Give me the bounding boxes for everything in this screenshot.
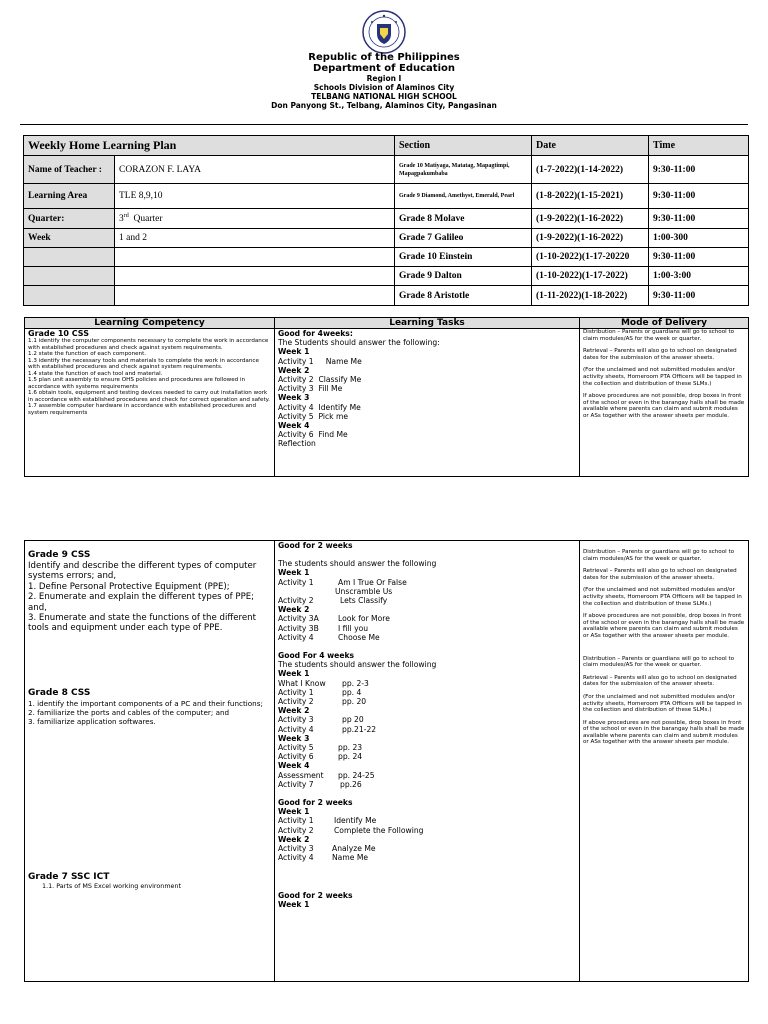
activity-line (278, 412, 576, 421)
activity-name: Activity 1 (278, 816, 314, 826)
plan-row (24, 156, 749, 184)
row-section: Grade 8 Aristotle (395, 286, 532, 306)
plan-row (24, 248, 749, 267)
header-divider (20, 124, 748, 125)
activity-title: Pick me (318, 411, 349, 421)
tasks-instruction: The students should answer the following (278, 559, 437, 569)
week-label: Week 2 (278, 706, 310, 716)
plan-row (24, 209, 749, 229)
row-section: Grade 10 Matiyaga, Matatag, Mapagtimpi, Mapagpakumbaba (395, 156, 532, 184)
row-label: Week (24, 229, 115, 248)
tasks-instruction: The Students should answer the following: (278, 338, 440, 348)
week-label: Week 2 (278, 605, 310, 615)
row-time: 1:00-3:00 (649, 267, 749, 286)
activity-line (278, 614, 576, 623)
activity-title: Complete the Following (334, 825, 424, 835)
grades-9-8-7-matrix-table (24, 540, 749, 982)
activity-title: Analyze Me (332, 844, 376, 854)
row-label (24, 286, 115, 306)
tasks-duration: Good for 4weeks: (278, 329, 353, 338)
activity-title: pp. 23 (338, 743, 363, 753)
row-date: (1-8-2022)(1-15-2021) (532, 184, 649, 209)
school-name: TELBANG NATIONAL HIGH SCHOOL (311, 92, 457, 101)
matrix-header-row (25, 318, 749, 329)
activity-name: Activity 3B (278, 623, 319, 633)
grade10-matrix-table (24, 317, 749, 477)
activity-line (278, 403, 576, 412)
activity-name: Activity 2 (278, 596, 314, 606)
delivery-distribution: Distribution – Parents or guardians will go to school to claim modules/AS for the week or quarter. (583, 329, 735, 342)
row-date: (1-11-2022)(1-18-2022) (532, 286, 649, 306)
activity-line (278, 587, 576, 596)
week-label: Week 4 (278, 761, 310, 771)
activity-name: Activity 7 (278, 779, 314, 789)
grade8-heading: Grade 8 CSS (28, 687, 91, 698)
week-label: Week 3 (278, 393, 310, 403)
competency-item: 1. Define Personal Protective Equipment (PPE); (28, 581, 230, 592)
delivery-unclaimed: (For the unclaimed and not submitted modules and/or activity sheets, Homeroom PTA Officers will be tapped in the collection and distribution of these SLMs.) (583, 367, 742, 387)
row-value (115, 248, 395, 267)
row-time: 9:30-11:00 (649, 184, 749, 209)
quarter-word: Quarter (133, 214, 163, 225)
time-header: Time (649, 136, 749, 156)
delivery-retrieval: Retrieval – Parents will also go to school on designated dates for the submission of the answer sheets. (583, 348, 737, 361)
activity-name: Activity 3 (278, 844, 314, 854)
activity-title: pp 20 (342, 715, 364, 725)
row-date: (1-10-2022)(1-17-2022) (532, 267, 649, 286)
activity-title: Choose Me (338, 632, 380, 642)
activity-title: Lets Classify (340, 596, 388, 606)
row-section: Grade 8 Molave (395, 209, 532, 229)
activity-name: Activity 5 (278, 743, 314, 753)
activity-line (278, 375, 576, 384)
activity-title: Name Me (325, 356, 362, 366)
delivery-dropbox: If above procedures are not possible, drop boxes in front of the school or even in the barangay halls shall be made available where parents can claim and submit modules or ASs together with the answer sheets per module. (583, 613, 745, 639)
activity-line (278, 844, 576, 853)
activity-name: Assessment (278, 770, 324, 780)
row-time: 9:30-11:00 (649, 156, 749, 184)
school-header (0, 52, 768, 110)
activity-title: pp. 24 (338, 752, 363, 762)
activity-name: Activity 4 (278, 853, 314, 863)
department-line: Department of Education (313, 63, 455, 74)
activity-name: Activity 2 (278, 375, 314, 385)
plan-row (24, 286, 749, 306)
delivery-distribution: Distribution – Parents or guardians will go to school to claim modules/AS for the week or quarter. (583, 655, 735, 669)
competency-item: 1.5 plan unit assembly to ensure OHS policies and procedures are followed in accordance with systems requirements (28, 377, 246, 390)
competency-item: 1.3 identify the necessary tools and materials to complete the work in accordance with established procedures and check against system requirements. (28, 357, 259, 370)
competency-cell (25, 541, 275, 982)
deped-seal (362, 10, 406, 54)
activity-line (278, 771, 576, 780)
division-line: Schools Division of Alaminos City (313, 83, 455, 92)
competency-header: Learning Competency (25, 318, 275, 329)
tasks-instruction: The students should answer the following (278, 660, 437, 670)
grade10-row (25, 329, 749, 477)
row-value (115, 286, 395, 306)
week-label: Week 4 (278, 421, 310, 431)
competency-item: 2. familiarize the ports and cables of the computer; and (28, 707, 230, 717)
activity-title: pp. 4 (342, 687, 362, 697)
row-time: 9:30-11:00 (649, 248, 749, 267)
delivery-unclaimed: (For the unclaimed and not submitted modules and/or activity sheets, Homeroom PTA Officers will be tapped in the collection and distribution of these SLMs.) (583, 587, 742, 607)
activity-title: Am I True Or False (338, 577, 407, 587)
activity-title: Name Me (332, 853, 369, 863)
activity-line (278, 725, 576, 734)
delivery-retrieval: Retrieval – Parents will also go to school on designated dates for the submission of the answer sheets. (583, 674, 737, 688)
competency-item: 1.4 state the function of each tool and material. (28, 370, 163, 377)
competency-item: 1.6 obtain tools, equipment and testing devices needed to carry out installation work in accordance with established procedures and check for correct operation and safety. (28, 390, 270, 403)
activity-title: Find Me (318, 430, 348, 440)
activity-title: Identify Me (318, 402, 361, 412)
competency-item: 1.2 state the function of each component. (28, 351, 147, 357)
row-value: CORAZON F. LAYA (115, 156, 395, 184)
activity-line (278, 826, 576, 835)
quarter-suffix: rd (123, 212, 129, 219)
activity-line (278, 624, 576, 633)
row-label: Quarter: (24, 209, 115, 229)
date-header: Date (532, 136, 649, 156)
delivery-unclaimed: (For the unclaimed and not submitted modules and/or activity sheets, Homeroom PTA Officers will be tapped in the collection and distribution of these SLMs.) (583, 693, 742, 714)
activity-title: pp. 2-3 (342, 678, 369, 688)
competency-item: 2. Enumerate and explain the different types of PPE; and, (28, 592, 255, 613)
grade9-heading: Grade 9 CSS (28, 550, 91, 560)
activity-title: Unscramble Us (335, 586, 393, 596)
activity-title: Classify Me (318, 375, 362, 385)
grade10-tasks-cell (275, 329, 580, 477)
activity-name: Activity 5 (278, 411, 314, 421)
row-time: 9:30-11:00 (649, 209, 749, 229)
activity-name: Activity 3 (278, 384, 314, 394)
activity-line (278, 688, 576, 697)
activity-line (278, 578, 576, 587)
grades-row (25, 541, 749, 982)
week-label: Week 2 (278, 834, 310, 844)
grade7-heading: Grade 7 SSC ICT (28, 871, 110, 882)
grade9-intro: Identify and describe the different types of computer systems errors; and, (28, 561, 257, 582)
activity-title: I fill you (338, 623, 369, 633)
activity-line (278, 430, 576, 439)
activity-name: Activity 3 (278, 715, 314, 725)
tasks-duration: Good for 2 weeks (278, 798, 353, 808)
activity-line (278, 752, 576, 761)
activity-name: Activity 4 (278, 724, 314, 734)
row-value (115, 267, 395, 286)
activity-name: Activity 6 (278, 430, 314, 440)
activity-line (278, 633, 576, 642)
week-label: Week 2 (278, 365, 310, 375)
activity-line (278, 596, 576, 605)
row-section: Grade 9 Dalton (395, 267, 532, 286)
row-value (115, 209, 395, 229)
row-section: Grade 7 Galileo (395, 229, 532, 248)
week-label: Week 1 (278, 899, 310, 909)
activity-name: Activity 1 (278, 577, 314, 587)
delivery-distribution: Distribution – Parents or guardians will go to school to claim modules/AS for the week or quarter. (583, 549, 735, 562)
row-value: 1 and 2 (115, 229, 395, 248)
row-time: 1:00-300 (649, 229, 749, 248)
activity-title: pp. 24-25 (338, 770, 375, 780)
delivery-retrieval: Retrieval – Parents will also go to school on designated dates for the submission of the answer sheets. (583, 568, 737, 581)
tasks-duration: Good for 2 weeks (278, 890, 353, 900)
activity-title: Fill Me (318, 384, 343, 394)
quarter-number: 3 (119, 214, 124, 225)
row-section: Grade 10 Einstein (395, 248, 532, 267)
grade10-heading: Grade 10 CSS (28, 329, 89, 338)
week-label: Week 1 (278, 669, 310, 679)
competency-item: 3. familiarize application softwares. (28, 716, 156, 726)
competency-item: 1.7 assemble computer hardware in accordance with established procedures and system requirements (28, 403, 257, 416)
activity-title: pp.26 (340, 779, 362, 789)
section-header: Section (395, 136, 532, 156)
week-label: Week 1 (278, 568, 310, 578)
activity-line (278, 384, 576, 393)
activity-name: Activity 6 (278, 752, 314, 762)
plan-info-table (23, 135, 749, 306)
row-date: (1-7-2022)(1-14-2022) (532, 156, 649, 184)
plan-row (24, 184, 749, 209)
activity-title: Identify Me (334, 816, 377, 826)
competency-item: 1.1. Parts of MS Excel working environment (42, 881, 182, 890)
grade10-competency-cell (25, 329, 275, 477)
tasks-duration: Good for 2 weeks (278, 541, 353, 550)
row-label (24, 248, 115, 267)
plan-header-row (24, 136, 749, 156)
activity-name: Activity 1 (278, 356, 314, 366)
activity-line (278, 357, 576, 366)
activity-title: Look for More (338, 614, 390, 624)
row-date: (1-9-2022)(1-16-2022) (532, 209, 649, 229)
delivery-dropbox: If above procedures are not possible, drop boxes in front of the school or even in the barangay halls shall be made available where parents can claim and submit modules or ASs together with the answer sheets per module. (583, 393, 745, 419)
row-date: (1-10-2022)(1-17-20220 (532, 248, 649, 267)
row-date: (1-9-2022)(1-16-2022) (532, 229, 649, 248)
activity-line (278, 780, 576, 789)
delivery-cell (580, 541, 749, 982)
activity-line (278, 679, 576, 688)
plan-title: Weekly Home Learning Plan (24, 136, 395, 156)
reflection-line: Reflection (278, 439, 316, 449)
delivery-dropbox: If above procedures are not possible, drop boxes in front of the school or even in the barangay halls shall be made available where parents can claim and submit modules or ASs together with the answer sheets per module. (583, 719, 745, 746)
activity-name: Activity 4 (278, 632, 314, 642)
activity-line (278, 853, 576, 862)
activity-line (278, 697, 576, 706)
tasks-cell (275, 541, 580, 982)
activity-name: Activity 1 (278, 687, 314, 697)
competency-item: 1. identify the important components of a PC and their functions; (28, 698, 263, 708)
competency-item: 3. Enumerate and state the functions of the different tools and equipment under each type of PPE. (28, 613, 256, 634)
activity-title: pp. 20 (342, 697, 367, 707)
competency-item: 1.1 identify the computer components necessary to complete the work in accordance with established procedures and check against system requirements. (28, 338, 269, 351)
activity-title: pp.21-22 (342, 724, 377, 734)
row-time: 9:30-11:00 (649, 286, 749, 306)
grade10-delivery-cell (580, 329, 749, 477)
plan-row (24, 267, 749, 286)
activity-line (278, 743, 576, 752)
tasks-header: Learning Tasks (275, 318, 580, 329)
activity-name: Activity 3A (278, 614, 319, 624)
tasks-duration: Good For 4 weeks (278, 651, 355, 661)
week-label: Week 1 (278, 807, 310, 817)
row-label (24, 267, 115, 286)
school-address: Don Panyong St., Telbang, Alaminos City, Pangasinan (271, 101, 497, 110)
activity-name: Activity 2 (278, 825, 314, 835)
region-line: Region I (366, 74, 402, 83)
delivery-header: Mode of Delivery (580, 318, 749, 329)
activity-line (278, 715, 576, 724)
row-label: Learning Area (24, 184, 115, 209)
row-value: TLE 8,9,10 (115, 184, 395, 209)
week-label: Week 1 (278, 347, 310, 357)
row-section: Grade 9 Diamond, Amethyst, Emerald, Pearl (395, 184, 532, 209)
plan-row (24, 229, 749, 248)
row-label: Name of Teacher : (24, 156, 115, 184)
activity-line (278, 816, 576, 825)
activity-name: Activity 4 (278, 402, 314, 412)
republic-line: Republic of the Philippines (308, 52, 460, 63)
activity-name: What I Know (278, 678, 326, 688)
activity-name: Activity 2 (278, 697, 314, 707)
week-label: Week 3 (278, 733, 310, 743)
